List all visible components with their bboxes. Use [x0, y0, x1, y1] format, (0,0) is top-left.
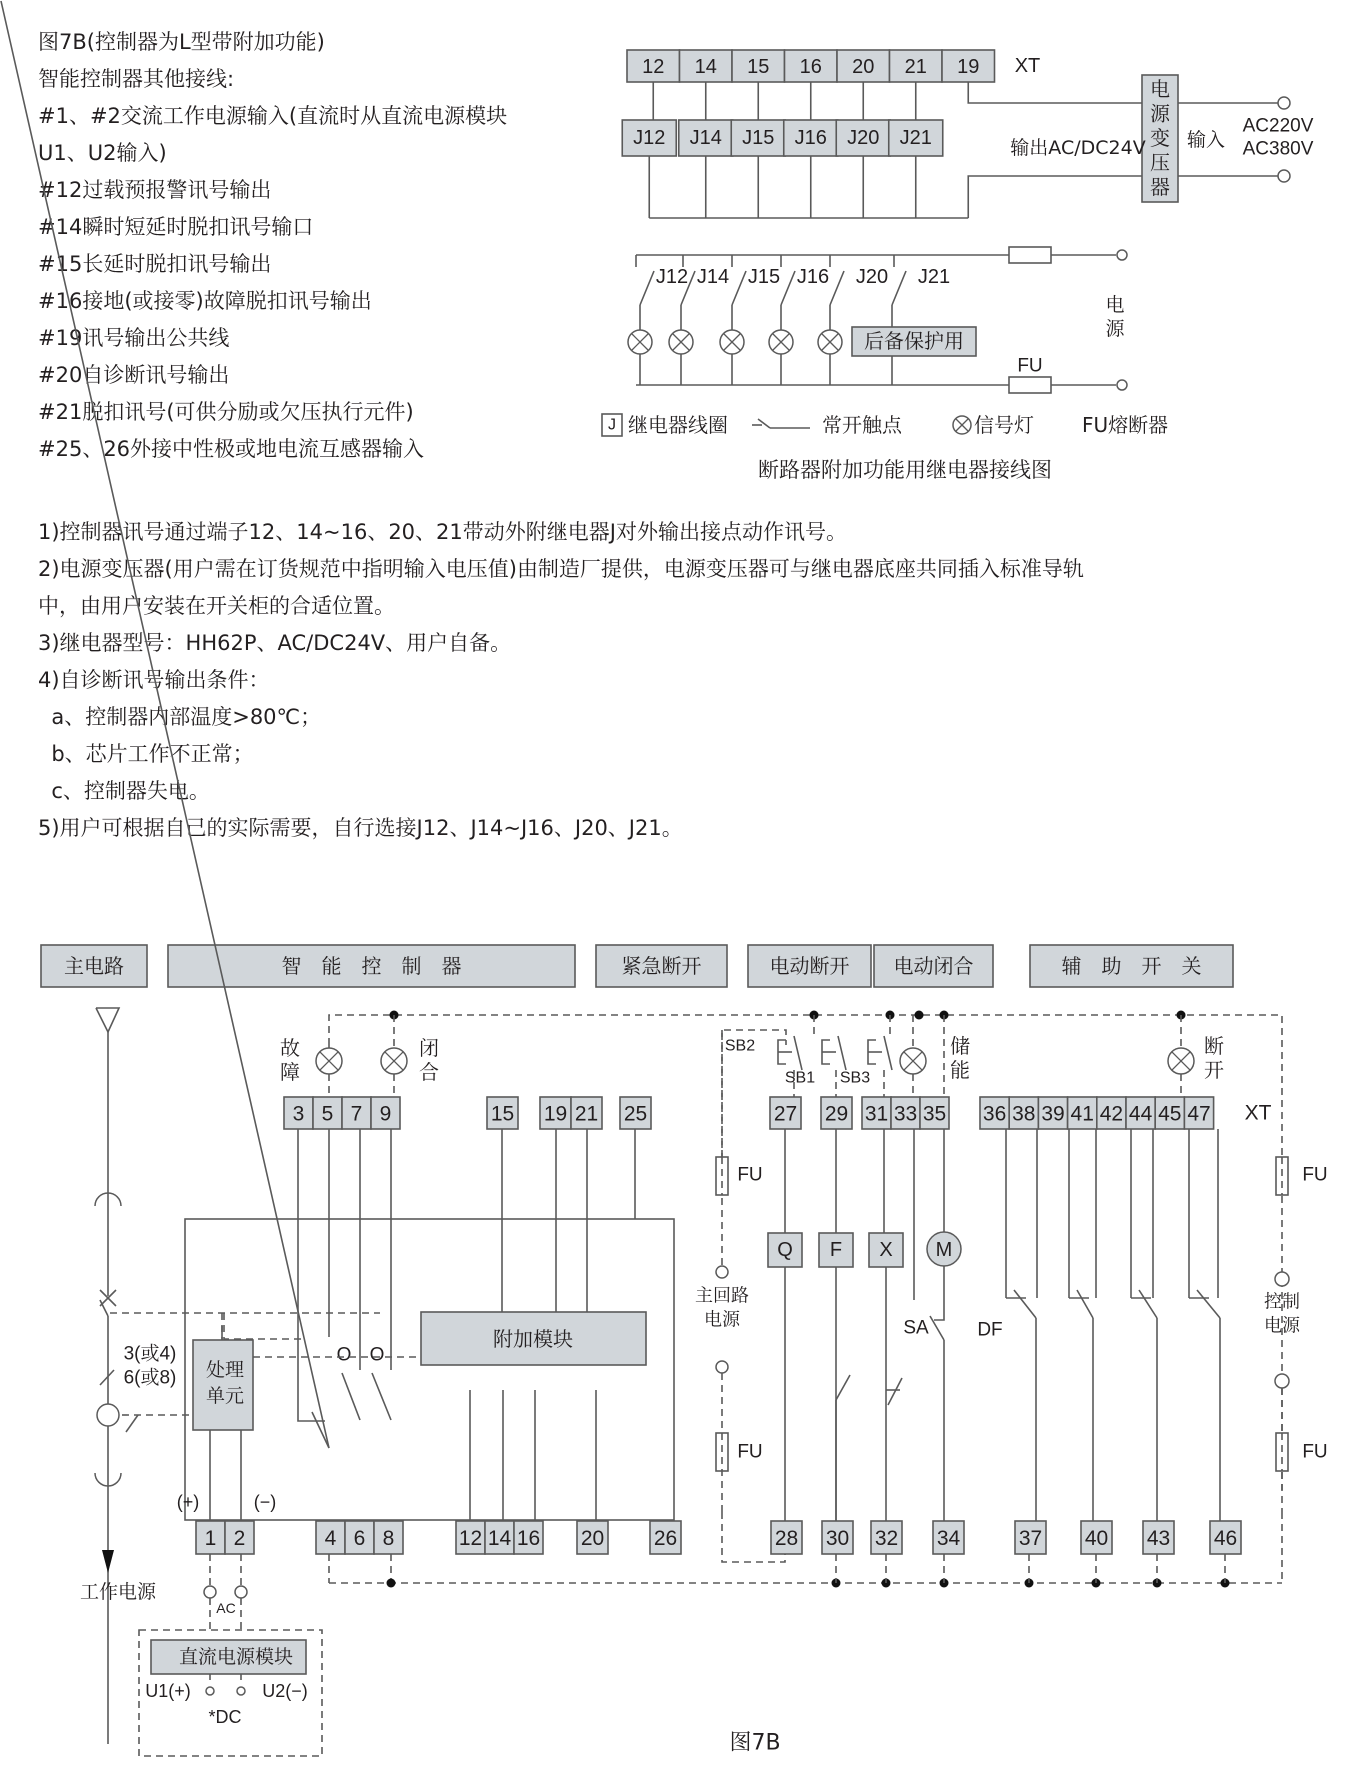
relay-coil-label: J21	[899, 127, 932, 149]
open-lamp-label: 断	[1204, 1034, 1224, 1058]
notes-line: #21脱扣讯号(可供分励或欠压执行元件)	[38, 400, 414, 424]
fault-lamp-label: 障	[280, 1060, 300, 1084]
contact-o-label: O	[369, 1344, 385, 1366]
terminal-label: 37	[1018, 1527, 1043, 1550]
fuse-icon	[1009, 377, 1051, 393]
signal-lamp-icon	[381, 1048, 407, 1074]
notes-line: U1、U2输入)	[38, 141, 167, 165]
backup-protection-label: 后备保护用	[864, 329, 964, 353]
transformer-char: 变	[1150, 126, 1170, 150]
terminal-label: 20	[852, 56, 875, 78]
terminal-ring-icon	[716, 1361, 728, 1373]
aux-switch-contact	[1077, 1290, 1093, 1318]
wire	[372, 1373, 391, 1420]
terminal-label: 31	[864, 1102, 889, 1126]
normally-open-contact	[781, 271, 795, 305]
terminal-ring-icon	[206, 1687, 214, 1695]
wire	[934, 1266, 944, 1320]
push-button-contact	[794, 1036, 802, 1070]
terminal-label: 14	[694, 56, 717, 78]
f-contact	[836, 1375, 850, 1400]
terminal-label: 6	[353, 1527, 366, 1550]
signal-lamp-icon	[669, 330, 693, 354]
contact-label: J20	[855, 266, 889, 288]
main-power-label: 电源	[704, 1309, 740, 1331]
fuse-label: FU	[1302, 1441, 1328, 1463]
junction-dot	[387, 1579, 396, 1588]
terminal-label: 8	[382, 1527, 395, 1550]
section-header-label: 智 能 控 制 器	[281, 954, 462, 978]
polarity-label: (+)	[176, 1492, 200, 1512]
normally-open-contact	[732, 271, 746, 305]
relay-coil-label: J14	[689, 127, 722, 149]
button-label: SB2	[724, 1037, 756, 1055]
terminal-label: 29	[824, 1102, 849, 1126]
contact-label: J15	[747, 266, 781, 288]
coil-label: X	[879, 1239, 893, 1261]
notes-line: #1、#2交流工作电源输入(直流时从直流电源模块	[38, 104, 508, 128]
ct-slash	[100, 1370, 114, 1385]
wire	[312, 1412, 329, 1448]
storage-lamp-label: 储	[950, 1034, 970, 1058]
terminal-ring-icon	[1275, 1374, 1289, 1388]
lamp-legend-label: 信号灯	[974, 413, 1034, 437]
power-label-char: 电	[1105, 294, 1125, 316]
processing-unit-label: 单元	[205, 1385, 245, 1407]
fuse-icon	[1009, 247, 1051, 263]
terminal-label: 26	[653, 1527, 678, 1550]
coil-label: F	[829, 1239, 843, 1261]
trip-dashed-link	[224, 1313, 305, 1339]
terminal-label: 38	[1012, 1102, 1036, 1126]
input-label: 输入	[1186, 129, 1226, 151]
numbered-note: a、控制器内部温度>80℃；	[38, 705, 322, 729]
numbered-note: 2)电源变压器(用户需在订货规范中指明输入电压值)由制造厂提供，电源变压器可与继电器底座共同插入标准导轨	[38, 557, 1084, 581]
notes-line: #14瞬时短延时脱扣讯号输口	[38, 215, 314, 239]
signal-lamp-icon	[900, 1048, 926, 1074]
controller-body	[185, 1219, 674, 1520]
relay-coil-label: J12	[633, 127, 666, 149]
notes-line: #20自诊断讯号输出	[38, 363, 230, 387]
button-label: SB1	[784, 1069, 816, 1087]
input-voltage: AC220V	[1242, 115, 1314, 137]
signal-lamp-icon	[1168, 1048, 1194, 1074]
notes-line: #15长延时脱扣讯号输出	[38, 252, 272, 276]
addon-module-label: 附加模块	[493, 1327, 573, 1351]
control-power-label: 控制	[1264, 1291, 1300, 1313]
open-lamp-label: 开	[1204, 1058, 1224, 1082]
wire	[342, 1373, 360, 1420]
output-voltage-label: 输出AC/DC24V	[1010, 137, 1146, 159]
notes-line: #25、26外接中性极或地电流互感器输入	[38, 437, 425, 461]
terminal-label: 4	[324, 1527, 337, 1550]
numbered-note: c、控制器失电。	[38, 779, 210, 803]
contact-label: J21	[917, 266, 951, 288]
normally-open-contact	[640, 271, 654, 305]
terminal-label: 35	[922, 1102, 947, 1126]
coil-legend-letter: J	[608, 416, 616, 434]
terminal-label: 19	[543, 1102, 568, 1126]
notes-subtitle: 智能控制器其他接线:	[38, 67, 235, 91]
notes-line: #12过载预报警讯号输出	[38, 178, 272, 202]
terminal-label: 39	[1041, 1102, 1065, 1126]
close-lamp-label: 合	[419, 1060, 439, 1084]
xt-label: XT	[1014, 55, 1041, 77]
terminal-ring-icon	[1278, 170, 1290, 182]
contact-legend-label: 常开触点	[822, 413, 902, 437]
dc-terminal-label: U1(+)	[145, 1681, 191, 1701]
numbered-note: b、芯片工作不正常；	[38, 742, 254, 766]
fault-lamp-label: 故	[280, 1036, 300, 1060]
coil-label: Q	[777, 1239, 793, 1261]
numbered-note: 3)继电器型号：HH62P、AC/DC24V、用户自备。	[38, 631, 512, 655]
aux-switch-contact	[1014, 1290, 1036, 1318]
terminal-label: 20	[580, 1527, 605, 1550]
junction-dot	[915, 1011, 924, 1020]
terminal-ring-icon	[1275, 1272, 1289, 1286]
terminal-label: 44	[1128, 1102, 1153, 1126]
fuse-label: FU	[1017, 355, 1043, 377]
terminal-label: 16	[799, 56, 822, 78]
section-header-label: 辅 助 开 关	[1061, 954, 1202, 978]
polarity-label: (−)	[253, 1492, 277, 1512]
contact-o-label: O	[336, 1344, 352, 1366]
section-header-label: 电动闭合	[893, 954, 974, 978]
terminal-label: 42	[1099, 1102, 1124, 1126]
ac-label: AC	[216, 1600, 236, 1616]
current-transformer-icon	[97, 1404, 119, 1426]
wire	[968, 82, 1142, 103]
work-power-label: 工作电源	[79, 1581, 157, 1603]
terminal-ring-icon	[204, 1586, 216, 1598]
notes-line: #16接地(或接零)故障脱扣讯号输出	[38, 289, 372, 313]
df-label: DF	[977, 1319, 1003, 1341]
sa-label: SA	[903, 1317, 929, 1339]
terminal-label: 33	[893, 1102, 918, 1126]
fuse-label: FU	[737, 1441, 763, 1463]
aux-switch-contact	[1139, 1290, 1157, 1318]
input-voltage: AC380V	[1242, 138, 1314, 160]
fuse-legend-label: FU熔断器	[1082, 413, 1169, 437]
numbered-note: 5)用户可根据自己的实际需要，自行选接J12、J14~J16、J20、J21。	[38, 816, 683, 840]
signal-lamp-icon	[769, 330, 793, 354]
signal-lamp-icon	[818, 330, 842, 354]
button-label: SB3	[839, 1069, 871, 1087]
transformer-char: 源	[1150, 101, 1170, 126]
ct-label: 6(或8)	[123, 1367, 177, 1389]
main-power-label: 主回路	[695, 1285, 749, 1307]
control-power-label: 电源	[1264, 1315, 1300, 1337]
terminal-label: 3	[292, 1102, 305, 1126]
terminal-label: 43	[1146, 1527, 1171, 1550]
ct-label: 3(或4)	[123, 1343, 177, 1365]
numbered-note: 1)控制器讯号通过端子12、14~16、20、21带动外附继电器J对外输出接点动作讯号。	[38, 520, 847, 544]
terminal-label: 1	[204, 1527, 217, 1550]
terminal-ring-icon	[1278, 97, 1290, 109]
processing-unit-label: 处理	[205, 1359, 245, 1381]
section-header-label: 主电路	[64, 954, 124, 978]
terminal-label: 46	[1213, 1527, 1238, 1550]
main-wiring-diagram	[1, 1, 1328, 1756]
xt-label: XT	[1244, 1101, 1272, 1125]
terminal-label: 21	[904, 56, 927, 78]
ct-slash	[126, 1415, 138, 1432]
notes-title: 图7B(控制器为L型带附加功能)	[38, 30, 325, 54]
relay-wiring-diagram	[602, 50, 1314, 482]
normally-open-contact	[892, 271, 906, 305]
transformer-char: 电	[1150, 77, 1170, 101]
terminal-label: 34	[936, 1527, 961, 1550]
terminal-label: 36	[982, 1102, 1007, 1126]
storage-lamp-label: 能	[950, 1058, 970, 1082]
terminal-label: 28	[774, 1527, 799, 1550]
terminal-ring-icon	[237, 1687, 245, 1695]
relay-diagram-caption: 断路器附加功能用继电器接线图	[758, 458, 1052, 482]
section-header-label: 紧急断开	[621, 954, 702, 978]
terminal-label: 47	[1187, 1102, 1211, 1126]
numbered-note: 中，由用户安装在开关柜的合适位置。	[38, 594, 395, 618]
terminal-label: 19	[957, 56, 980, 78]
terminal-label: 15	[490, 1102, 515, 1126]
terminal-label: 7	[350, 1102, 363, 1126]
terminal-label: 25	[623, 1102, 648, 1126]
hidden	[1, 1, 329, 1448]
fuse-label: FU	[737, 1164, 763, 1186]
signal-lamp-icon	[953, 416, 971, 434]
push-button-contact	[838, 1036, 846, 1070]
section-header-label: 电动断开	[769, 954, 850, 978]
terminal-ring-icon	[1117, 250, 1127, 260]
terminal-label: 12	[458, 1527, 483, 1550]
transformer-char: 压	[1150, 150, 1170, 175]
figure-caption: 图7B	[729, 1730, 781, 1756]
terminal-label: 15	[747, 56, 770, 78]
arrow-down-icon	[102, 1550, 114, 1573]
signal-lamp-icon	[316, 1048, 342, 1074]
terminal-ring-icon	[235, 1586, 247, 1598]
terminal-label: 16	[516, 1527, 541, 1550]
dc-module-label: 直流电源模块	[178, 1646, 294, 1668]
wire	[758, 419, 770, 428]
normally-open-contact	[830, 271, 844, 305]
terminal-label: 5	[321, 1102, 334, 1126]
relay-coil-label: J20	[847, 127, 880, 149]
terminal-label: 32	[874, 1527, 899, 1550]
wire	[968, 176, 1142, 218]
transformer-char: 器	[1150, 175, 1170, 199]
source-triangle-icon	[96, 1008, 119, 1032]
x-contact	[888, 1378, 902, 1405]
terminal-label: 21	[574, 1102, 599, 1126]
coil-legend-label: 继电器线圈	[628, 413, 728, 437]
terminal-label: 9	[379, 1102, 392, 1126]
terminal-label: 30	[825, 1527, 850, 1550]
push-button-contact	[884, 1036, 892, 1070]
terminal-ring-icon	[1117, 380, 1127, 390]
fuse-label: FU	[1302, 1164, 1328, 1186]
signal-lamp-icon	[628, 330, 652, 354]
contact-label: J12	[655, 266, 689, 288]
terminal-label: 14	[487, 1527, 512, 1550]
relay-coil-label: J16	[794, 127, 827, 149]
terminal-label: 40	[1084, 1527, 1109, 1550]
close-lamp-label: 闭	[419, 1036, 439, 1060]
terminal-label: 41	[1070, 1102, 1094, 1126]
terminal-ring-icon	[716, 1266, 728, 1278]
terminal-label: 45	[1158, 1102, 1182, 1126]
signal-lamp-icon	[720, 330, 744, 354]
aux-switch-contact	[1197, 1290, 1220, 1318]
power-label-char: 源	[1105, 318, 1125, 340]
terminal-label: 2	[233, 1527, 246, 1550]
terminal-label: 27	[773, 1102, 798, 1126]
dc-terminal-label: U2(−)	[262, 1681, 308, 1701]
motor-label: M	[935, 1239, 953, 1261]
notes-line: #19讯号输出公共线	[38, 326, 230, 350]
relay-coil-label: J15	[742, 127, 775, 149]
contact-label: J16	[796, 266, 830, 288]
dc-label: *DC	[208, 1707, 242, 1727]
contact-label: J14	[696, 266, 730, 288]
terminal-label: 12	[642, 56, 665, 78]
numbered-note: 4)自诊断讯号输出条件：	[38, 668, 270, 692]
